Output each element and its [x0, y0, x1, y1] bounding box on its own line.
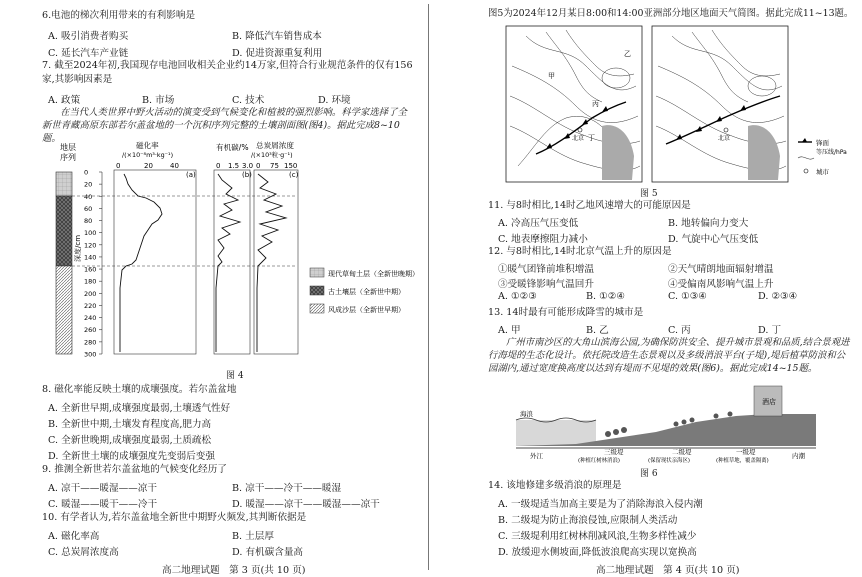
legend-swatch-meadow: [310, 268, 324, 277]
q12-item-3: ③受暖锋影响气温回升: [498, 279, 594, 290]
panel-b-tick-2: 3.0: [242, 162, 254, 170]
label-inner-tide: 内潮: [792, 452, 805, 460]
label-outer-river: 外江: [530, 452, 543, 460]
legend-swatch-paleosol: [310, 286, 324, 295]
panel-a-title: 磁化率: [136, 141, 159, 150]
panel-b-tick-0: 0: [216, 162, 221, 170]
q7-option-d: D. 环境: [318, 95, 351, 106]
label-wave: 海浪: [520, 410, 533, 418]
figure-4-soil-profile: [46, 138, 419, 368]
depth-tick-label: 60: [84, 204, 93, 213]
q10-option-d: D. 有机碳含量高: [232, 547, 304, 558]
depth-tick-label: 220: [84, 301, 97, 310]
map1-label-bing: 丙: [592, 100, 599, 108]
legend-front: 锋面: [816, 139, 829, 147]
depth-tick-label: 20: [84, 180, 93, 189]
label-first-sub: (种植草地，覆盖隔离): [716, 458, 769, 464]
page-3-footer: 高二地理试题 第 3 页(共 10 页): [162, 565, 306, 576]
q8-stem: 8. 磁化率能反映土壤的成壤强度。若尔盖盆地: [42, 384, 237, 395]
panel-c-tick-1: 75: [270, 162, 279, 170]
q6-option-b: B. 降低汽车销售成本: [232, 31, 322, 42]
q12-option-d: D. ②③④: [758, 291, 798, 302]
q7-option-c: C. 技术: [232, 95, 265, 106]
q11-option-d: D. 气旋中心气压变低: [668, 234, 759, 245]
label-second-dike: 二级堤: [672, 448, 692, 456]
q8-option-d: D. 全新世土壤的成壤强度先变弱后变强: [48, 451, 215, 462]
panel-c-unit: /(×10³粒·g⁻¹): [251, 151, 293, 159]
q14-stem: 14. 该地修建多级消浪的原理是: [488, 480, 622, 491]
panel-a-tick-40: 40: [170, 162, 179, 170]
q9-stem: 9. 推测全新世若尔盖盆地的气候变化经历了: [42, 464, 227, 475]
q12-item-1: ①暖气团锋前堆积增温: [498, 264, 594, 275]
page-4-footer: 高二地理试题 第 4 页(共 10 页): [596, 565, 740, 576]
map1-label-yi: 乙: [624, 50, 631, 58]
q9-option-d: D. 暖湿——凉干——暖湿——凉干: [232, 499, 380, 510]
map1-label-jia: 甲: [548, 72, 555, 80]
q11-stem: 11. 与8时相比,14时乙地风速增大的可能原因是: [488, 200, 691, 211]
map2-beijing-label: 北京: [718, 135, 731, 142]
panel-c-tick-0: 0: [256, 162, 261, 170]
figure-4-caption: 图 4: [226, 371, 244, 381]
legend-city: 城市: [816, 168, 829, 176]
label-second-sub: (保留现状亲海区): [648, 458, 690, 464]
label-third-sub: (种植红树林消浪): [578, 458, 620, 464]
depth-tick-label: 0: [84, 168, 89, 177]
curve-magnetic-susceptibility: [120, 174, 162, 352]
panel-a-tag: (a): [186, 171, 196, 179]
q11-option-c: C. 地表摩擦阻力减小: [498, 234, 588, 245]
figure-6-caption: 图 6: [640, 469, 658, 479]
q13-option-b: B. 乙: [586, 325, 609, 336]
right-page: [432, 0, 860, 577]
depth-tick-label: 160: [84, 265, 97, 274]
q13-stem: 13. 14时最有可能形成降雪的城市是: [488, 307, 644, 318]
legend-sand: 风成沙层（全新世早期）: [328, 306, 405, 314]
map1-label-ding: 丁: [588, 134, 595, 142]
panel-c-tag: (c): [289, 171, 299, 179]
panel-b-title: 有机碳/%: [216, 143, 249, 152]
strata-aeolian-sand-layer: [56, 266, 72, 354]
depth-tick-label: 80: [84, 217, 93, 226]
panel-a-unit: /(×10⁻⁸m³·kg⁻¹): [122, 151, 174, 159]
depth-tick-label: 100: [84, 229, 97, 238]
depth-tick-label: 180: [84, 277, 97, 286]
q12-option-c: C. ①③④: [668, 291, 707, 302]
q14-option-a: A. 一级堤适当加高主要是为了消除海浪入侵内潮: [498, 499, 703, 510]
label-first-dike: 一级堤: [736, 448, 756, 456]
q9-option-a: A. 凉干——暖湿——凉干: [48, 483, 157, 494]
q8-option-a: A. 全新世早期,成壤强度最弱,土壤透气性好: [48, 403, 231, 414]
q12-stem: 12. 与8时相比,14时北京气温上升的原因是: [488, 246, 672, 257]
panel-b-tick-1: 1.5: [228, 162, 240, 170]
depth-tick-label: 200: [84, 289, 97, 298]
strata-meadow-layer: [56, 172, 72, 196]
depth-tick-label: 120: [84, 241, 97, 250]
depth-axis-ticks: [84, 169, 102, 359]
legend-meadow: 现代草甸土层（全新世晚期）: [328, 270, 419, 278]
q13-option-c: C. 丙: [668, 325, 691, 336]
depth-tick-label: 280: [84, 338, 97, 347]
strata-header-2: 序列: [60, 153, 76, 162]
label-hotel: 酒店: [762, 398, 776, 406]
q12-item-2: ②天气晴朗地面辐射增温: [668, 264, 774, 275]
panel-b-tag: (b): [242, 171, 252, 179]
depth-axis-label: 深度/cm: [74, 234, 82, 262]
q14-option-b: B. 二级堤为防止海浪侵蚀,应限制人类活动: [498, 515, 678, 526]
q8-option-c: C. 全新世晚期,成壤强度最弱,土质疏松: [48, 435, 212, 446]
q10-option-a: A. 磁化率高: [48, 531, 100, 542]
depth-tick-label: 140: [84, 253, 97, 262]
intro-8-10: 在当代人类世界中野火活动的演变受到气候变化和植被的强烈影响。科学家选择了全新世青藏高原东部若尔盖盆地的一个沉积序列完整的土壤剖面图(图4)。据此完成8~10题。: [42, 107, 407, 144]
legend-isobar: 等压线/hPa: [816, 149, 847, 156]
figure-5-caption: 图 5: [640, 189, 658, 199]
q12-option-b: B. ①②④: [586, 291, 625, 302]
panel-a-tick-0: 0: [116, 162, 121, 170]
depth-tick-label: 240: [84, 314, 97, 323]
q11-option-b: B. 地转偏向力变大: [668, 218, 749, 229]
curve-charcoal: [257, 174, 286, 352]
depth-tick-label: 40: [84, 192, 93, 201]
intro-11-13: 图5为2024年12月某日8:00和14:00亚洲部分地区地面天气简图。据此完成11~13题。: [488, 8, 854, 19]
panel-a-tick-20: 20: [144, 162, 153, 170]
strata-paleosol-layer: [56, 196, 72, 266]
q9-option-b: B. 凉干——冷干——暖湿: [232, 483, 342, 494]
legend-paleosol: 古土壤层（全新世中期）: [328, 288, 405, 296]
depth-tick-label: 260: [84, 326, 97, 335]
depth-tick-label: 300: [84, 350, 97, 359]
figure-5-weather-maps: [506, 26, 862, 186]
intro-14-15: 广州市南沙区的大角山滨海公园,为确保防洪安全、提升城市景观和品质,结合景观进行海堤的生态化设计。依托院改造生态景观以及多级消浪平台(子堤),堤后植草防浪和公园湖内,通过宽度换高度以达到有堤而不见堤的效果(图6)。据此完成14~15题。: [488, 337, 850, 374]
q13-option-a: A. 甲: [498, 325, 521, 336]
q13-option-d: D. 丁: [758, 325, 782, 336]
q6-option-d: D. 促进资源重复利用: [232, 48, 323, 59]
q12-item-4: ④受偏南风影响气温上升: [668, 279, 774, 290]
q10-option-b: B. 土层厚: [232, 531, 274, 542]
q10-stem: 10. 有学者认为,若尔盖盆地全新世中期野火频发,其判断依据是: [42, 512, 307, 523]
legend-swatch-sand: [310, 304, 324, 313]
q7-stem-line1: 7. 截至2024年初,我国现存电池回收相关企业约14万家,但符合行业规范条件的仅有156: [42, 60, 413, 71]
q7-option-a: A. 政策: [48, 95, 81, 106]
q10-option-c: C. 总炭屑浓度高: [48, 547, 119, 558]
q6-option-c: C. 延长汽车产业链: [48, 48, 129, 59]
map1-beijing-label: 北京: [572, 135, 585, 142]
left-page: [0, 0, 428, 577]
figure-6-seawall-section: [516, 386, 816, 464]
panel-c-tick-2: 150: [284, 162, 298, 170]
label-third-dike: 三级堤: [604, 448, 624, 456]
q14-option-d: D. 放缓迎水侧坡面,降低波浪爬高实现以宽换高: [498, 547, 697, 558]
q8-option-b: B. 全新世中期,土壤发育程度高,肥力高: [48, 419, 212, 430]
q7-stem-line2: 家,其影响因素是: [42, 74, 113, 85]
q6-stem: 6.电池的梯次利用带来的有利影响是: [42, 10, 196, 21]
q11-option-a: A. 冷高压气压变低: [498, 218, 579, 229]
strata-header-1: 地层: [60, 143, 76, 152]
q6-option-a: A. 吸引消费者购买: [48, 31, 129, 42]
page-divider: [428, 4, 429, 570]
q9-option-c: C. 暖湿——暖干——冷干: [48, 499, 158, 510]
curve-organic-carbon: [216, 174, 240, 352]
panel-c-title: 总炭屑浓度: [256, 141, 294, 150]
q14-option-c: C. 三级堤利用红树林削减风浪,生物多样性减少: [498, 531, 697, 542]
q12-option-a: A. ①②③: [498, 291, 537, 302]
q7-option-b: B. 市场: [142, 95, 175, 106]
